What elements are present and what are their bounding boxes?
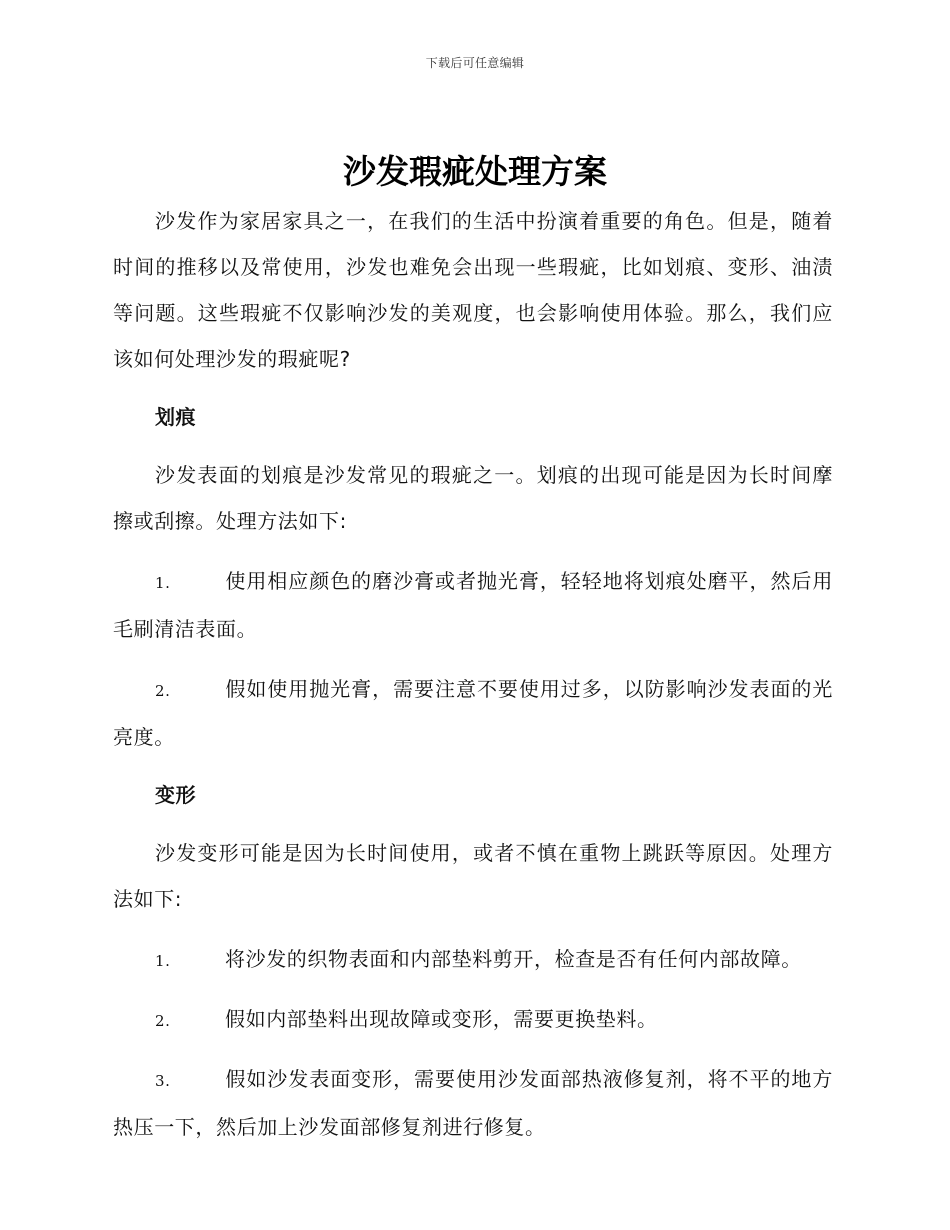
intro-paragraph: 沙发作为家居家具之一，在我们的生活中扮演着重要的角色。但是，随着时间的推移以及常使用，沙发也难免会出现一些瑕疵，比如划痕、变形、油渍等问题。这些瑕疵不仅影响沙发的美观度，也会影响使用体验。那么，我们应该如何处理沙发的瑕疵呢? bbox=[113, 209, 833, 371]
list-number: 2. bbox=[155, 682, 171, 700]
list-item bbox=[113, 666, 833, 760]
section-text-scratches: 沙发表面的划痕是沙发常见的瑕疵之一。划痕的出现可能是因为长时间摩擦或刮擦。处理方法如下: bbox=[113, 463, 833, 533]
list-number: 1. bbox=[155, 952, 171, 970]
section-text-deformation: 沙发变形可能是因为长时间使用，或者不慎在重物上跳跃等原因。处理方法如下: bbox=[113, 841, 833, 911]
list-item-text: 假如使用抛光膏，需要注意不要使用过多，以防影响沙发表面的光亮度。 bbox=[113, 677, 833, 749]
list-item-text: 使用相应颜色的磨沙膏或者抛光膏，轻轻地将划痕处磨平，然后用毛刷清洁表面。 bbox=[113, 569, 833, 641]
list-item bbox=[113, 1056, 833, 1150]
section-heading-scratches: 划痕 bbox=[155, 405, 196, 429]
list-number: 3. bbox=[155, 1072, 171, 1090]
list-number: 1. bbox=[155, 574, 171, 592]
section-heading-deformation: 变形 bbox=[155, 783, 196, 807]
list-item-text: 假如沙发表面变形，需要使用沙发面部热液修复剂，将不平的地方热压一下，然后加上沙发面部修复剂进行修复。 bbox=[113, 1067, 833, 1139]
list-item-text: 假如内部垫料出现故障或变形，需要更换垫料。 bbox=[225, 1007, 658, 1031]
header-note: 下载后可任意编辑 bbox=[425, 56, 525, 70]
list-item bbox=[113, 936, 833, 984]
list-item bbox=[113, 996, 833, 1044]
list-item-text: 将沙发的织物表面和内部垫料剪开，检查是否有任何内部故障。 bbox=[225, 947, 802, 971]
document-body bbox=[113, 198, 833, 1150]
document-title: 沙发瑕疵处理方案 bbox=[343, 152, 607, 191]
list-item bbox=[113, 558, 833, 652]
list-number: 2. bbox=[155, 1012, 171, 1030]
